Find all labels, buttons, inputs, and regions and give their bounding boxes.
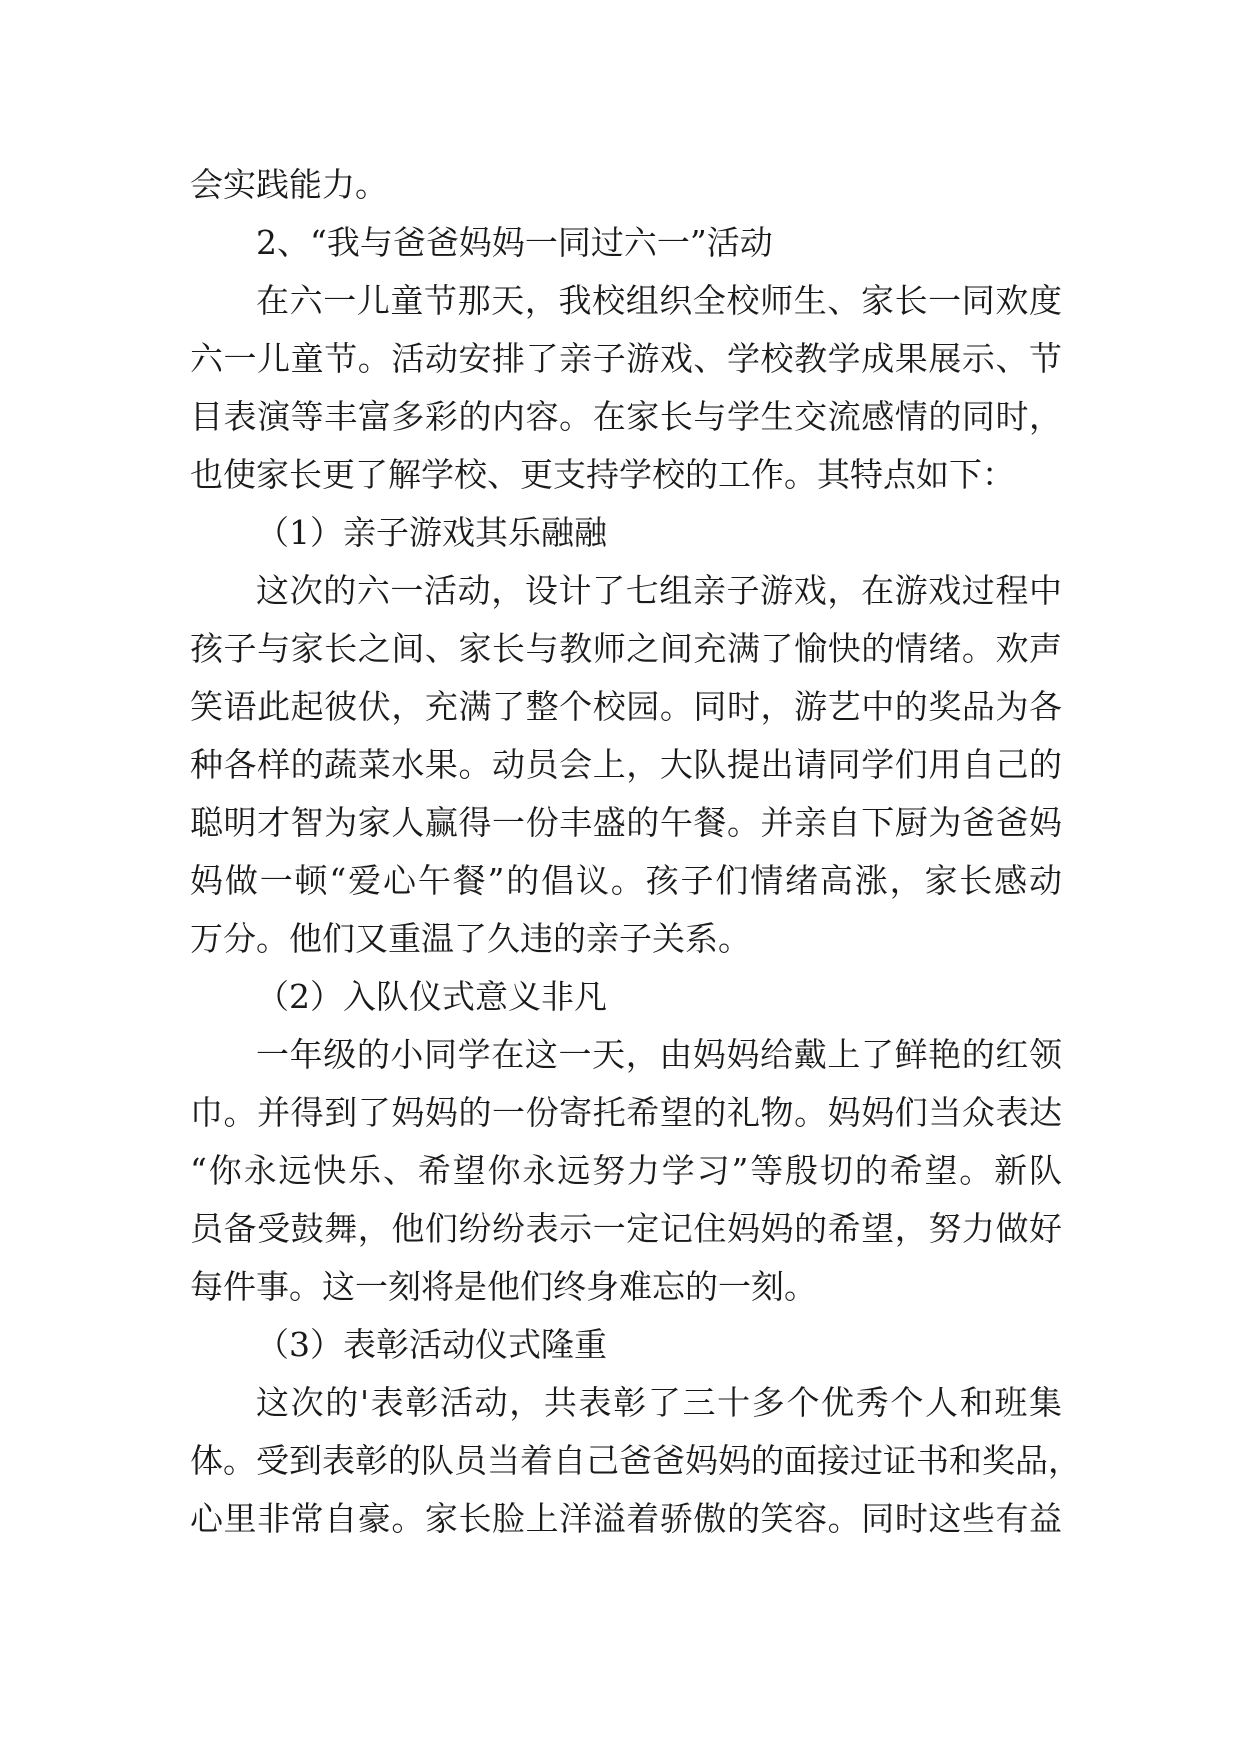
section-heading: （1）亲子游戏其乐融融	[256, 513, 607, 552]
paragraph-line: 巾。并得到了妈妈的一份寄托希望的礼物。妈妈们当众表达	[190, 1093, 1062, 1132]
paragraph-line: 也使家长更了解学校、更支持学校的工作。其特点如下：	[190, 455, 1015, 494]
paragraph-line: 六一儿童节。活动安排了亲子游戏、学校教学成果展示、节	[190, 339, 1062, 378]
paragraph-line: 聪明才智为家人赢得一份丰盛的午餐。并亲自下厨为爸爸妈	[190, 803, 1062, 842]
paragraph-line: 万分。他们又重温了久违的亲子关系。	[190, 919, 751, 958]
section-heading: （3）表彰活动仪式隆重	[256, 1325, 607, 1364]
document-body	[190, 156, 1081, 1548]
paragraph-line: 每件事。这一刻将是他们终身难忘的一刻。	[190, 1267, 817, 1306]
paragraph-line: 孩子与家长之间、家长与教师之间充满了愉快的情绪。欢声	[190, 629, 1062, 668]
paragraph-line: 体。受到表彰的队员当着自己爸爸妈妈的面接过证书和奖品，	[190, 1441, 1081, 1480]
paragraph-line: 种各样的蔬菜水果。动员会上，大队提出请同学们用自己的	[190, 745, 1062, 784]
paragraph-line: 员备受鼓舞，他们纷纷表示一定记住妈妈的希望，努力做好	[190, 1209, 1062, 1248]
paragraph-line: 会实践能力。	[190, 165, 388, 204]
paragraph-line: 这次的六一活动，设计了七组亲子游戏，在游戏过程中	[256, 571, 1062, 610]
paragraph-line: 这次的'表彰活动，共表彰了三十多个优秀个人和班集	[256, 1383, 1062, 1422]
paragraph-line: 心里非常自豪。家长脸上洋溢着骄傲的笑容。同时这些有益	[190, 1499, 1062, 1538]
paragraph-line: 在六一儿童节那天，我校组织全校师生、家长一同欢度	[256, 281, 1062, 320]
section-heading: 2、“我与爸爸妈妈一同过六一”活动	[256, 223, 773, 262]
paragraph-line: 妈做一顿“爱心午餐”的倡议。孩子们情绪高涨，家长感动	[190, 861, 1062, 900]
section-heading: （2）入队仪式意义非凡	[256, 977, 607, 1016]
paragraph-line: 一年级的小同学在这一天，由妈妈给戴上了鲜艳的红领	[256, 1035, 1062, 1074]
paragraph-line: 笑语此起彼伏，充满了整个校园。同时，游艺中的奖品为各	[190, 687, 1062, 726]
paragraph-line: 目表演等丰富多彩的内容。在家长与学生交流感情的同时，	[190, 397, 1062, 436]
paragraph-line: “你永远快乐、希望你永远努力学习”等殷切的希望。新队	[190, 1151, 1062, 1190]
